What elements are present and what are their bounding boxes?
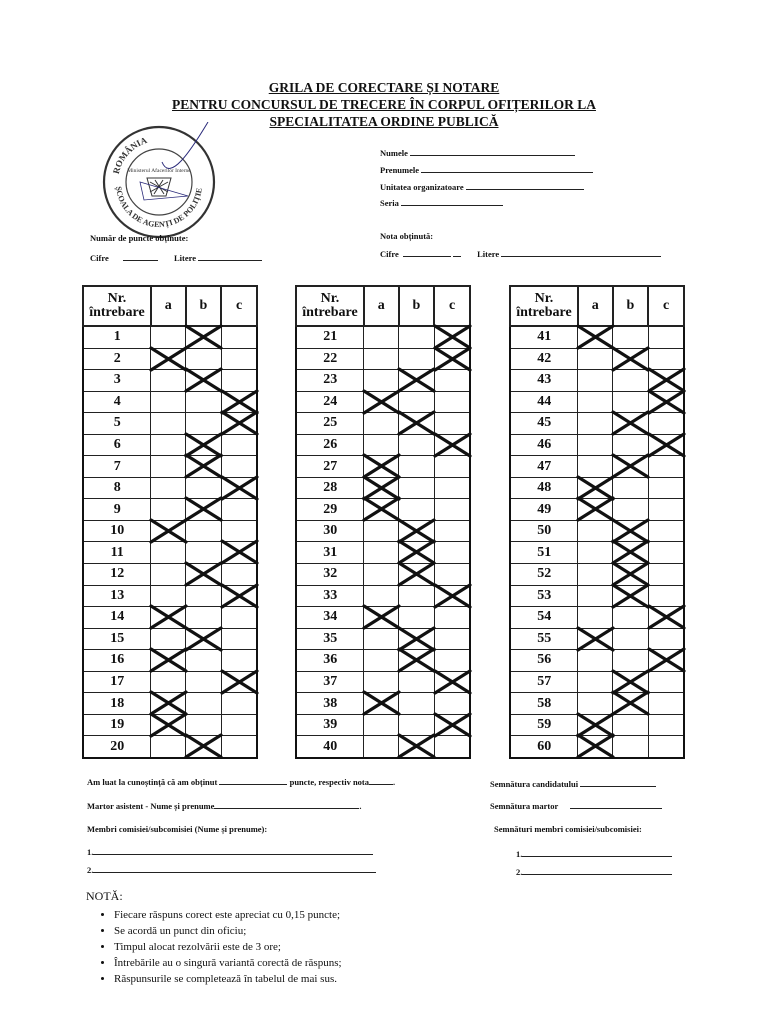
x-mark-icon <box>647 389 687 416</box>
question-number: 31 <box>296 542 364 564</box>
answer-cell-c[interactable] <box>648 714 684 736</box>
answer-cell-c[interactable] <box>221 413 257 435</box>
x-mark-icon <box>576 733 616 760</box>
header-col-a: a <box>151 286 186 326</box>
question-number: 58 <box>510 693 578 715</box>
answer-cell-b[interactable] <box>399 564 435 586</box>
x-mark-icon <box>184 496 224 523</box>
answer-cell-a[interactable] <box>578 413 613 435</box>
title-line-3: SPECIALITATEA ORDINE PUBLICĂ <box>269 114 499 129</box>
question-row <box>510 542 684 564</box>
question-number: 24 <box>296 391 364 413</box>
answer-cell-a[interactable] <box>578 564 613 586</box>
answer-cell-c[interactable] <box>648 671 684 693</box>
answer-cell-a[interactable] <box>578 671 613 693</box>
x-mark-icon <box>184 561 224 588</box>
answer-table-1 <box>82 285 258 759</box>
answer-cell-b[interactable] <box>399 693 435 715</box>
header-col-b: b <box>399 286 435 326</box>
answer-cell-a[interactable] <box>578 370 613 392</box>
nota-field[interactable]: Cifre Litere <box>380 248 661 259</box>
semnatura-martor[interactable]: Semnătura martor <box>490 800 662 811</box>
answer-cell-a[interactable] <box>364 326 399 348</box>
question-row <box>83 714 257 736</box>
question-row <box>510 671 684 693</box>
answer-cell-c[interactable] <box>434 628 470 650</box>
answer-cell-b[interactable] <box>186 671 222 693</box>
question-number: 44 <box>510 391 578 413</box>
question-row <box>83 477 257 499</box>
semnaturi-membri-label: Semnături membri comisiei/subcomisiei: <box>494 824 642 834</box>
answer-cell-c[interactable] <box>648 564 684 586</box>
answer-table-2 <box>295 285 471 759</box>
question-row <box>83 434 257 456</box>
answer-cell-b[interactable] <box>399 671 435 693</box>
answer-cell-c[interactable] <box>648 477 684 499</box>
header-col-b: b <box>613 286 649 326</box>
answer-cell-b[interactable] <box>399 413 435 435</box>
answer-cell-b[interactable] <box>399 434 435 456</box>
question-number: 55 <box>510 628 578 650</box>
x-mark-icon <box>220 475 260 502</box>
question-number: 49 <box>510 499 578 521</box>
header-col-a: a <box>578 286 613 326</box>
answer-cell-a[interactable] <box>578 585 613 607</box>
answer-cell-a[interactable] <box>364 628 399 650</box>
answer-cell-b[interactable] <box>613 714 649 736</box>
question-number: 36 <box>296 650 364 672</box>
answer-cell-b[interactable] <box>399 477 435 499</box>
question-number: 40 <box>296 736 364 758</box>
question-row <box>83 736 257 758</box>
answer-cell-a[interactable] <box>364 693 399 715</box>
question-number: 14 <box>83 607 151 629</box>
answer-cell-b[interactable] <box>186 585 222 607</box>
question-number: 26 <box>296 434 364 456</box>
question-number: 5 <box>83 413 151 435</box>
answer-cell-a[interactable] <box>151 391 186 413</box>
answer-cell-a[interactable] <box>578 542 613 564</box>
question-number: 28 <box>296 477 364 499</box>
answer-cell-a[interactable] <box>364 391 399 413</box>
question-number: 60 <box>510 736 578 758</box>
answer-cell-b[interactable] <box>613 736 649 758</box>
question-row <box>510 736 684 758</box>
title-line-2: PENTRU CONCURSUL DE TRECERE ÎN CORPUL OFIȚERILOR LA <box>172 97 596 112</box>
answer-cell-a[interactable] <box>364 736 399 758</box>
question-number: 19 <box>83 714 151 736</box>
question-number: 17 <box>83 671 151 693</box>
header-nr-intrebare <box>510 286 578 326</box>
answer-cell-c[interactable] <box>434 477 470 499</box>
question-row <box>296 391 470 413</box>
header-nr: Nr. <box>107 291 127 306</box>
question-row <box>83 607 257 629</box>
answer-table-3 <box>509 285 685 759</box>
question-number: 52 <box>510 564 578 586</box>
x-mark-icon <box>611 346 651 373</box>
x-mark-icon <box>433 432 473 459</box>
semnatura-membru-2[interactable]: 2. <box>516 866 672 877</box>
nota-title: NOTĂ: <box>86 889 123 903</box>
answer-cell-b[interactable] <box>613 585 649 607</box>
answer-cell-c[interactable] <box>221 477 257 499</box>
puncte-cifre-field[interactable]: Cifre Litere <box>90 252 262 263</box>
x-mark-icon <box>397 733 437 760</box>
x-mark-icon <box>647 432 687 459</box>
header-nr: Nr. <box>534 291 554 306</box>
question-number: 20 <box>83 736 151 758</box>
header-col-c: c <box>221 286 257 326</box>
answer-cell-b[interactable] <box>613 370 649 392</box>
answer-cell-b[interactable] <box>186 520 222 542</box>
answer-cell-a[interactable] <box>151 542 186 564</box>
question-number: 29 <box>296 499 364 521</box>
field-unitate[interactable]: Unitatea organizatoare <box>380 181 584 192</box>
answer-cell-c[interactable] <box>221 607 257 629</box>
answer-cell-c[interactable] <box>434 391 470 413</box>
answer-cell-b[interactable] <box>186 391 222 413</box>
x-mark-icon <box>611 410 651 437</box>
answer-cell-b[interactable] <box>613 607 649 629</box>
question-row <box>510 564 684 586</box>
x-mark-icon <box>647 647 687 674</box>
nota-item: • Întrebările au o singură variantă corectă de răspuns; <box>114 955 546 971</box>
answer-cell-c[interactable] <box>434 456 470 478</box>
answer-cell-a[interactable] <box>151 434 186 456</box>
ack-line[interactable]: Am luat la cunoștință că am obținut puncte, respectiv nota . <box>87 777 396 787</box>
answer-cell-a[interactable] <box>151 736 186 758</box>
answer-cell-c[interactable] <box>648 499 684 521</box>
nota-item: • Se acordă un punct din oficiu; <box>114 923 546 939</box>
stamp-text-top: ROMÂNIA <box>110 135 149 175</box>
question-number: 33 <box>296 585 364 607</box>
x-mark-icon <box>149 647 189 674</box>
field-prenume[interactable]: Prenumele <box>380 164 593 175</box>
x-mark-icon <box>184 453 224 480</box>
answer-cell-b[interactable] <box>186 564 222 586</box>
question-row <box>510 520 684 542</box>
question-row <box>296 520 470 542</box>
answer-cell-c[interactable] <box>434 585 470 607</box>
answer-cell-a[interactable] <box>151 650 186 672</box>
answer-cell-c[interactable] <box>221 499 257 521</box>
question-number: 46 <box>510 434 578 456</box>
answer-cell-a[interactable] <box>578 434 613 456</box>
question-number: 39 <box>296 714 364 736</box>
question-number: 45 <box>510 413 578 435</box>
header-nr-intrebare <box>83 286 151 326</box>
answer-cell-c[interactable] <box>221 671 257 693</box>
question-number: 51 <box>510 542 578 564</box>
answer-cell-c[interactable] <box>434 714 470 736</box>
answer-cell-b[interactable] <box>613 413 649 435</box>
x-mark-icon <box>397 647 437 674</box>
answer-cell-a[interactable] <box>578 736 613 758</box>
answer-cell-c[interactable] <box>221 542 257 564</box>
question-row <box>296 499 470 521</box>
header-col-a: a <box>364 286 399 326</box>
x-mark-icon <box>611 583 651 610</box>
question-number: 6 <box>83 434 151 456</box>
question-number: 30 <box>296 520 364 542</box>
question-row <box>510 499 684 521</box>
question-row <box>510 650 684 672</box>
answer-cell-b[interactable] <box>186 650 222 672</box>
answer-cell-a[interactable] <box>151 413 186 435</box>
answer-cell-c[interactable] <box>221 628 257 650</box>
answer-cell-a[interactable] <box>364 542 399 564</box>
answer-cell-c[interactable] <box>434 607 470 629</box>
question-number: 43 <box>510 370 578 392</box>
x-mark-icon <box>397 410 437 437</box>
semnatura-membru-1[interactable]: 1. <box>516 848 672 859</box>
answer-cell-b[interactable] <box>399 456 435 478</box>
answer-cell-c[interactable] <box>648 434 684 456</box>
question-number: 57 <box>510 671 578 693</box>
membru-2-field[interactable]: 2. <box>87 864 376 875</box>
x-mark-icon <box>220 669 260 696</box>
answer-cell-b[interactable] <box>613 693 649 715</box>
answer-cell-a[interactable] <box>151 477 186 499</box>
answer-cell-b[interactable] <box>186 326 222 348</box>
answer-cell-a[interactable] <box>151 564 186 586</box>
answer-cell-a[interactable] <box>151 520 186 542</box>
answer-cell-b[interactable] <box>186 370 222 392</box>
answer-cell-a[interactable] <box>578 499 613 521</box>
question-number: 25 <box>296 413 364 435</box>
nota-item: • Timpul alocat rezolvării este de 3 ore; <box>114 939 546 955</box>
answer-cell-b[interactable] <box>399 650 435 672</box>
question-row <box>296 736 470 758</box>
answer-cell-a[interactable] <box>364 520 399 542</box>
answer-cell-b[interactable] <box>186 499 222 521</box>
question-row <box>296 714 470 736</box>
answer-cell-b[interactable] <box>613 628 649 650</box>
question-row <box>83 542 257 564</box>
x-mark-icon <box>220 410 260 437</box>
answer-cell-c[interactable] <box>221 693 257 715</box>
x-mark-icon <box>149 518 189 545</box>
answer-cell-a[interactable] <box>151 714 186 736</box>
question-number: 42 <box>510 348 578 370</box>
answer-cell-a[interactable] <box>578 391 613 413</box>
answer-cell-c[interactable] <box>648 736 684 758</box>
x-mark-icon <box>397 561 437 588</box>
stamp-text-bottom: ȘCOALA DE AGENȚI DE POLIȚIE <box>114 185 204 230</box>
answer-cell-b[interactable] <box>399 326 435 348</box>
answer-cell-c[interactable] <box>221 585 257 607</box>
answer-cell-a[interactable] <box>578 326 613 348</box>
answer-cell-b[interactable] <box>186 628 222 650</box>
question-row <box>296 628 470 650</box>
question-number: 34 <box>296 607 364 629</box>
question-number: 3 <box>83 370 151 392</box>
answer-cell-c[interactable] <box>434 520 470 542</box>
question-row <box>83 348 257 370</box>
question-row <box>510 391 684 413</box>
header-intrebare: întrebare <box>89 305 145 320</box>
question-number: 7 <box>83 456 151 478</box>
answer-cell-c[interactable] <box>221 714 257 736</box>
question-number: 10 <box>83 520 151 542</box>
membri-label: Membri comisiei/subcomisiei (Nume și prenume): <box>87 824 268 834</box>
field-seria[interactable]: Seria <box>380 197 503 208</box>
answer-cell-a[interactable] <box>151 370 186 392</box>
question-number: 50 <box>510 520 578 542</box>
answer-cell-c[interactable] <box>648 650 684 672</box>
answer-cell-c[interactable] <box>648 391 684 413</box>
field-nume[interactable]: Numele <box>380 147 575 158</box>
x-mark-icon <box>433 669 473 696</box>
question-number: 22 <box>296 348 364 370</box>
header-nr-intrebare <box>296 286 364 326</box>
question-row <box>83 413 257 435</box>
answer-cell-a[interactable] <box>151 607 186 629</box>
header-col-c: c <box>648 286 684 326</box>
answer-cell-a[interactable] <box>364 413 399 435</box>
x-mark-icon <box>220 539 260 566</box>
x-mark-icon <box>611 453 651 480</box>
x-mark-icon <box>220 583 260 610</box>
question-number: 13 <box>83 585 151 607</box>
header-intrebare: întrebare <box>302 305 358 320</box>
answer-cell-c[interactable] <box>434 736 470 758</box>
membru-1-field[interactable]: 1. <box>87 846 373 857</box>
question-number: 47 <box>510 456 578 478</box>
question-row <box>296 607 470 629</box>
question-number: 9 <box>83 499 151 521</box>
header-intrebare: întrebare <box>516 305 572 320</box>
answer-cell-b[interactable] <box>613 456 649 478</box>
x-mark-icon <box>611 690 651 717</box>
x-mark-icon <box>184 324 224 351</box>
nota-label: Nota obținută: <box>380 231 434 241</box>
question-number: 56 <box>510 650 578 672</box>
question-number: 53 <box>510 585 578 607</box>
question-number: 18 <box>83 693 151 715</box>
question-number: 11 <box>83 542 151 564</box>
answer-cell-a[interactable] <box>364 650 399 672</box>
question-number: 1 <box>83 326 151 348</box>
question-number: 8 <box>83 477 151 499</box>
answer-cell-c[interactable] <box>434 434 470 456</box>
x-mark-icon <box>184 626 224 653</box>
header-col-c: c <box>434 286 470 326</box>
x-mark-icon <box>184 367 224 394</box>
answer-cell-b[interactable] <box>186 456 222 478</box>
answer-cell-a[interactable] <box>578 520 613 542</box>
x-mark-icon <box>433 712 473 739</box>
stamp-text-center: Ministerul Afacerilor Interne <box>127 168 191 174</box>
answer-cell-a[interactable] <box>578 348 613 370</box>
answer-cell-c[interactable] <box>221 736 257 758</box>
nota-section <box>86 889 546 987</box>
answer-cell-a[interactable] <box>364 714 399 736</box>
question-number: 35 <box>296 628 364 650</box>
question-number: 38 <box>296 693 364 715</box>
answer-cell-c[interactable] <box>434 370 470 392</box>
answer-cell-c[interactable] <box>221 326 257 348</box>
question-number: 12 <box>83 564 151 586</box>
answer-cell-b[interactable] <box>399 585 435 607</box>
answer-cell-c[interactable] <box>221 348 257 370</box>
question-number: 48 <box>510 477 578 499</box>
question-row <box>296 348 470 370</box>
question-number: 54 <box>510 607 578 629</box>
question-number: 59 <box>510 714 578 736</box>
answer-cell-b[interactable] <box>613 348 649 370</box>
nota-item: • Răspunsurile se completează în tabelul de mai sus. <box>114 971 546 987</box>
question-number: 27 <box>296 456 364 478</box>
martor-line[interactable]: Martor asistent - Nume și prenume . <box>87 801 362 811</box>
question-row <box>510 326 684 348</box>
title-line-1: GRILA DE CORECTARE ȘI NOTARE <box>268 80 500 95</box>
answer-cell-c[interactable] <box>648 693 684 715</box>
x-mark-icon <box>576 626 616 653</box>
answer-cell-c[interactable] <box>221 434 257 456</box>
answer-cell-a[interactable] <box>151 456 186 478</box>
answer-cell-c[interactable] <box>648 456 684 478</box>
answer-cell-a[interactable] <box>364 607 399 629</box>
answer-cell-b[interactable] <box>186 693 222 715</box>
question-row <box>510 434 684 456</box>
puncte-label: Număr de puncte obținute: <box>90 233 189 243</box>
question-number: 41 <box>510 326 578 348</box>
answer-cell-a[interactable] <box>364 348 399 370</box>
answer-cell-c[interactable] <box>434 348 470 370</box>
x-mark-icon <box>397 367 437 394</box>
answer-cell-c[interactable] <box>648 542 684 564</box>
question-number: 21 <box>296 326 364 348</box>
answer-cell-c[interactable] <box>648 520 684 542</box>
answer-cell-b[interactable] <box>399 370 435 392</box>
x-mark-icon <box>362 690 402 717</box>
answer-cell-a[interactable] <box>578 628 613 650</box>
answer-cell-c[interactable] <box>648 326 684 348</box>
x-mark-icon <box>647 604 687 631</box>
question-number: 32 <box>296 564 364 586</box>
question-number: 15 <box>83 628 151 650</box>
answer-cell-a[interactable] <box>364 564 399 586</box>
answer-cell-b[interactable] <box>186 736 222 758</box>
question-number: 23 <box>296 370 364 392</box>
answer-cell-a[interactable] <box>364 499 399 521</box>
question-number: 16 <box>83 650 151 672</box>
nota-item: • Fiecare răspuns corect este apreciat cu 0,15 puncte; <box>114 907 546 923</box>
x-mark-icon <box>184 733 224 760</box>
question-number: 2 <box>83 348 151 370</box>
question-row <box>296 542 470 564</box>
answer-cell-b[interactable] <box>613 477 649 499</box>
answer-cell-c[interactable] <box>648 607 684 629</box>
answer-cell-c[interactable] <box>434 499 470 521</box>
question-number: 37 <box>296 671 364 693</box>
semnatura-candidat[interactable]: Semnătura candidatului <box>490 778 656 789</box>
answer-cell-a[interactable] <box>151 348 186 370</box>
answer-cell-a[interactable] <box>578 650 613 672</box>
institution-stamp <box>100 122 218 240</box>
x-mark-icon <box>433 583 473 610</box>
header-col-b: b <box>186 286 222 326</box>
answer-cell-b[interactable] <box>399 736 435 758</box>
answer-cell-c[interactable] <box>434 542 470 564</box>
question-number: 4 <box>83 391 151 413</box>
answer-cell-c[interactable] <box>434 671 470 693</box>
x-mark-icon <box>433 346 473 373</box>
header-nr: Nr. <box>320 291 340 306</box>
